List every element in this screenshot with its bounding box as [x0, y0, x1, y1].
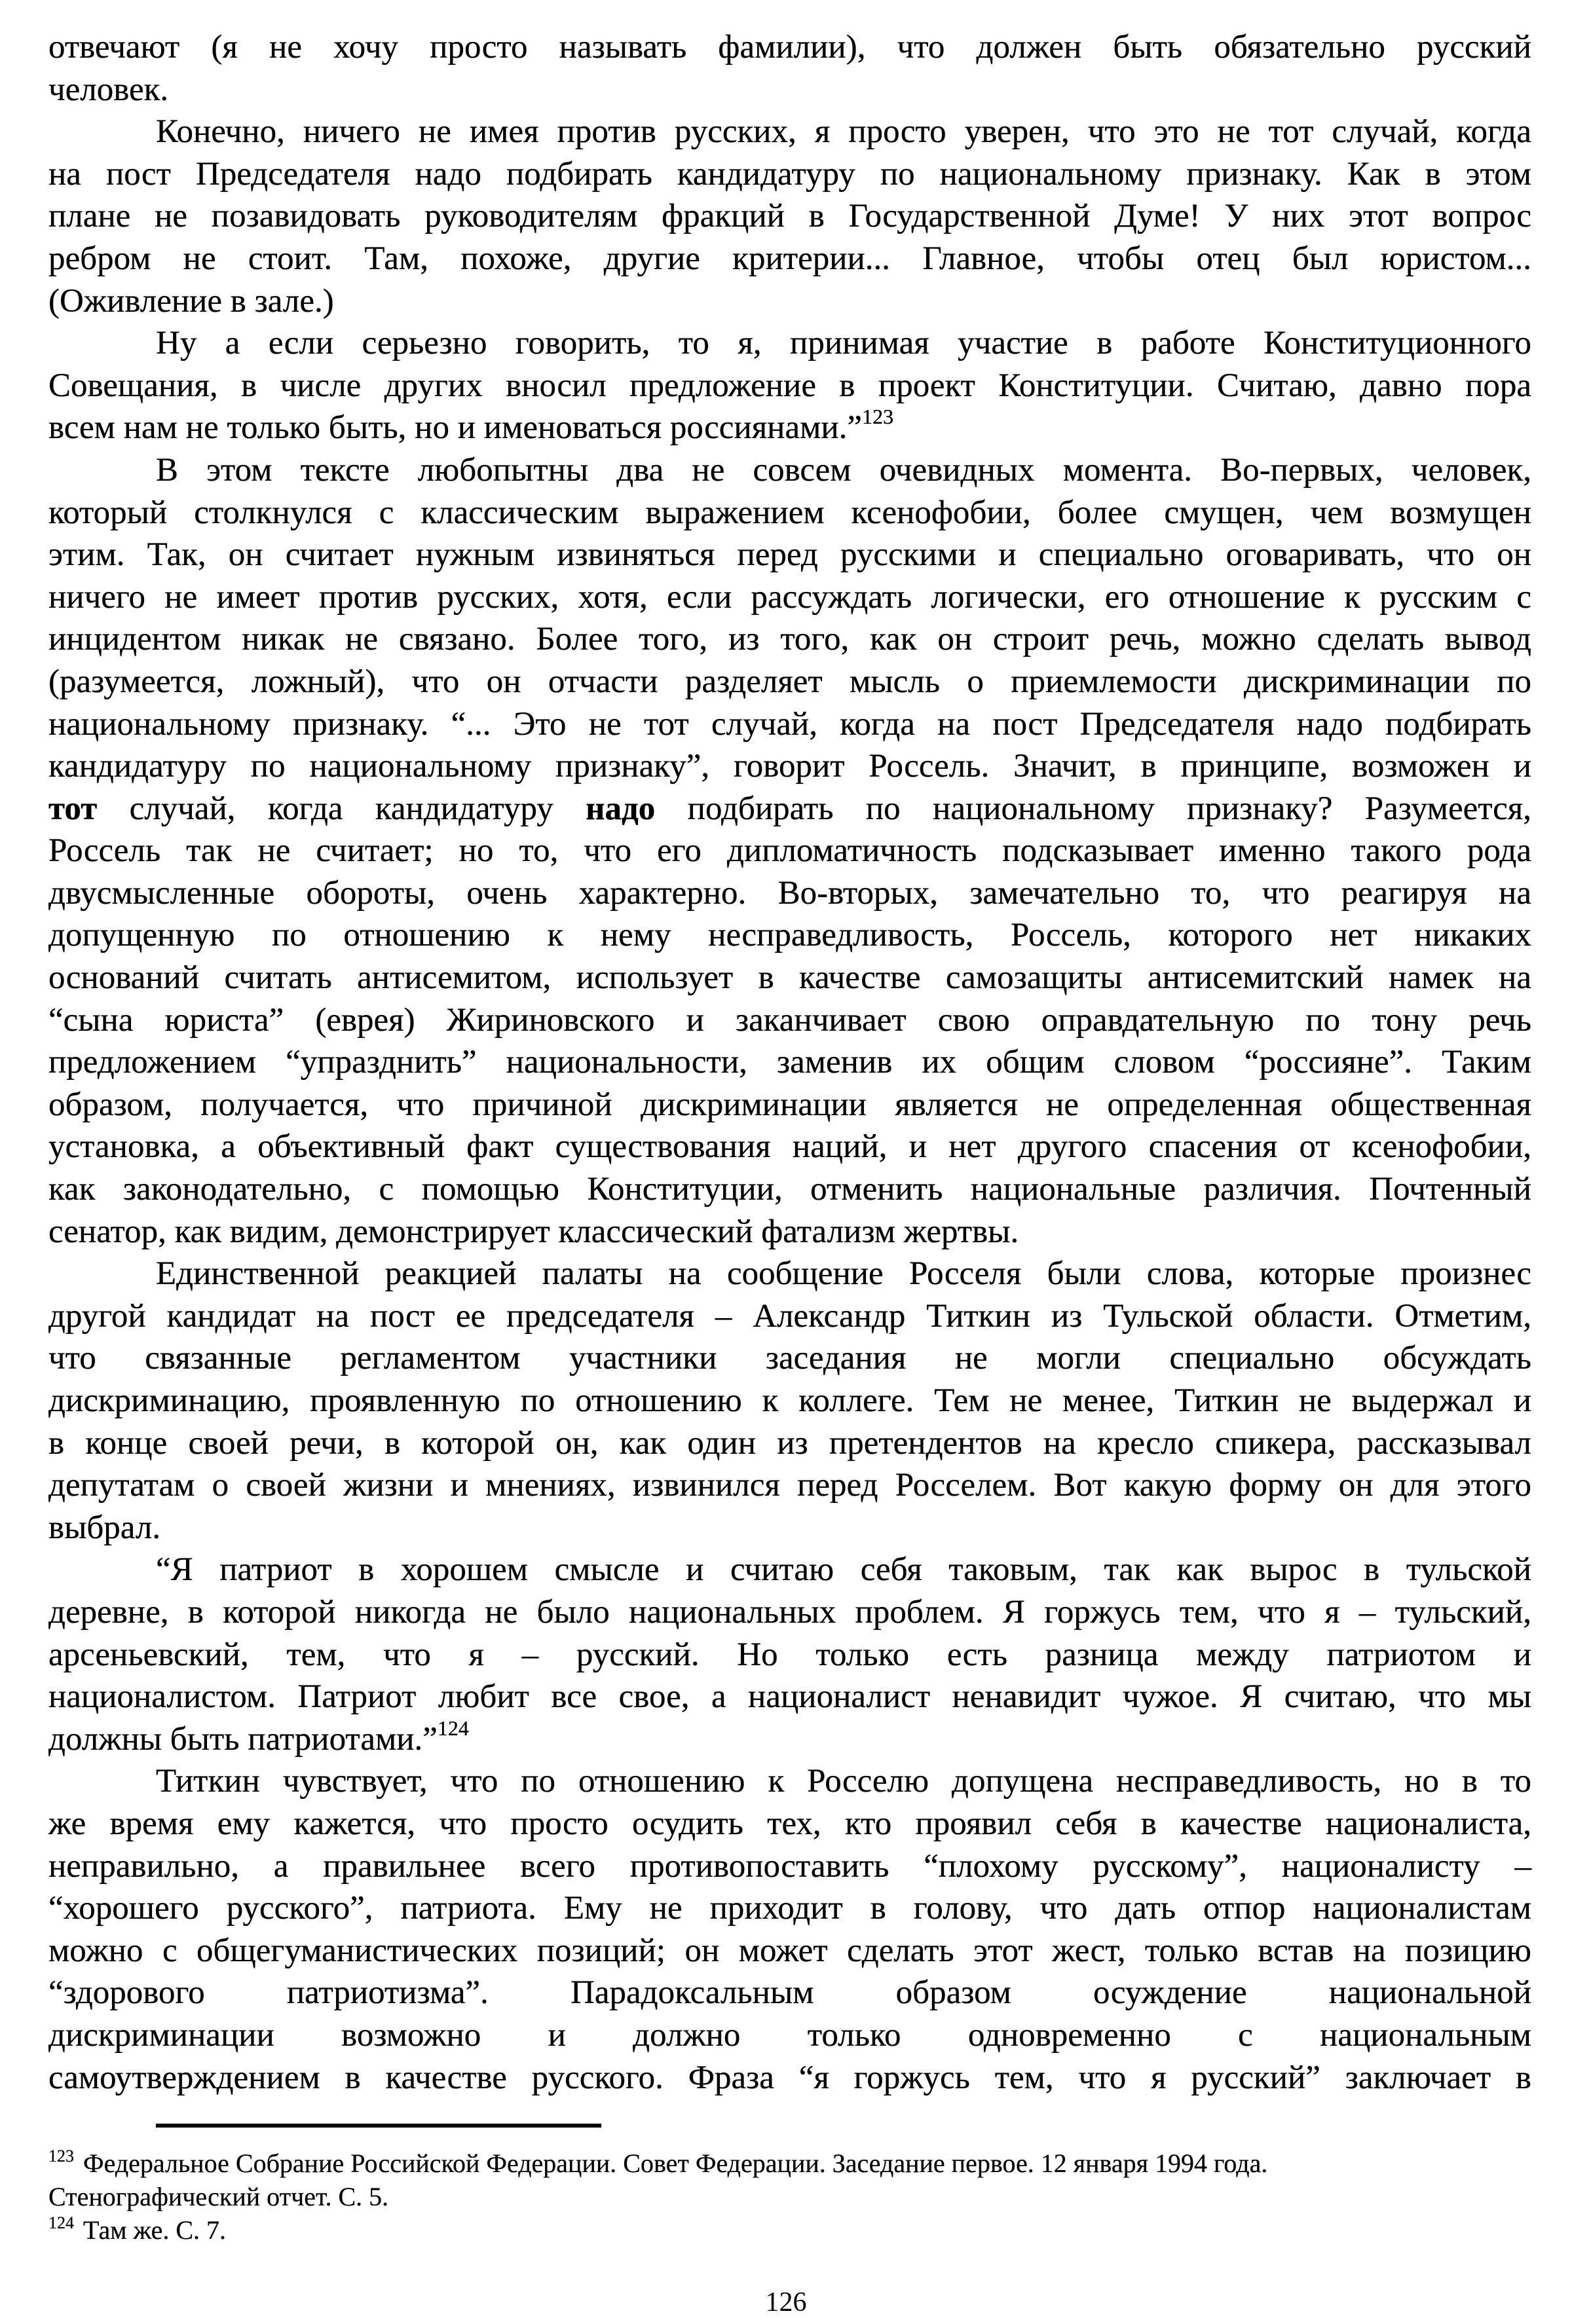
footnote-text: Стенографический отчет. С. 5.: [48, 2182, 389, 2211]
text-line: Совещания, в числе других вносил предложение в проект Конституции. Считаю, давно пора: [48, 367, 1531, 404]
paragraph: [48, 322, 1531, 449]
footnote-text: Там же. С. 7.: [83, 2215, 227, 2245]
footnote-text: Федеральное Собрание Российской Федерации. Совет Федерации. Заседание первое. 12 января 1994 года.: [83, 2149, 1268, 2178]
body-text: [48, 26, 1531, 2099]
bold-emphasis: надо: [586, 790, 656, 827]
text-line: что связанные регламентом участники заседания не могли специально обсуждать: [48, 1340, 1531, 1377]
text-line: всем нам не только быть, но и именоваться россиянами.”$^{123}$: [48, 405, 894, 447]
text-line: (разумеется, ложный), что он отчасти разделяет мысль о приемлемости дискриминации по: [48, 663, 1531, 700]
text-line: арсеньевский, тем, что я – русский. Но только есть разница между патриотом и: [48, 1636, 1531, 1673]
text-line: неправильно, а правильнее всего противопоставить “плохому русскому”, националисту –: [48, 1847, 1531, 1885]
paragraph: [48, 111, 1531, 322]
text-line: деревне, в которой никогда не было национальных проблем. Я горжусь тем, что я – тульский,: [48, 1593, 1531, 1631]
paragraph: [48, 1549, 1531, 1760]
text-segment: подбирать по национальному признаку? Разумеется,: [655, 790, 1531, 827]
footnote-line: [48, 2180, 1531, 2213]
text-line: дискриминации возможно и должно только одновременно с национальным: [48, 2016, 1531, 2054]
text-line: этим. Так, он считает нужным извиняться перед русскими и специально оговаривать, что он: [48, 536, 1531, 574]
footnote-reference[interactable]: 124: [437, 1716, 469, 1740]
text-line: сенатор, как видим, демонстрирует классический фатализм жертвы.: [48, 1213, 1019, 1250]
text-line: допущенную по отношению к нему несправедливость, Россель, которого нет никаких: [48, 917, 1531, 954]
text-line: же время ему кажется, что просто осудить тех, кто проявил себя в качестве националиста,: [48, 1805, 1531, 1842]
text-line: должны быть патриотами.”$^{124}$: [48, 1716, 469, 1758]
text-line: на пост Председателя надо подбирать кандидатуру по национальному признаку. Как в этом: [48, 155, 1531, 193]
text-line: (Оживление в зале.): [48, 282, 334, 320]
bold-emphasis: тот: [48, 790, 98, 827]
text-line: можно с общегуманистических позиций; он может сделать этот жест, только встав на позицию: [48, 1932, 1531, 1969]
text-line: человек.: [48, 71, 169, 108]
text-line: плане не позавидовать руководителям фракций в Государственной Думе! У них этот вопрос: [48, 198, 1531, 235]
text-line: [48, 788, 1531, 830]
footnote-line: [48, 2147, 1531, 2180]
footnote-number: 124: [48, 2213, 74, 2232]
text-line: “сына юриста” (еврея) Жириновского и заканчивает свою оправдательную по тону речь: [48, 1001, 1531, 1039]
text-line: “Я патриот в хорошем смысле и считаю себя таковым, так как вырос в тульской: [156, 1551, 1531, 1589]
text-line: Россель так не считает; но то, что его дипломатичность подсказывает именно такого рода: [48, 832, 1531, 870]
footnotes: [48, 2147, 1531, 2247]
text-line: двусмысленные обороты, очень характерно. Во-вторых, замечательно то, что реагируя на: [48, 874, 1531, 912]
text-line: установка, а объективный факт существования наций, и нет другого спасения от ксенофобии,: [48, 1128, 1531, 1166]
text-line: как законодательно, с помощью Конституции, отменить национальные различия. Почтенный: [48, 1171, 1531, 1208]
footnote-line: [48, 2213, 1531, 2247]
text-line: националистом. Патриот любит все свое, а националист ненавидит чужое. Я считаю, что мы: [48, 1678, 1531, 1716]
text-line: другой кандидат на пост ее председателя – Александр Титкин из Тульской области. Отметим,: [48, 1297, 1531, 1335]
text-line: в конце своей речи, в которой он, как один из претендентов на кресло спикера, рассказывал: [48, 1424, 1531, 1462]
paragraph: [48, 449, 1531, 1253]
text-line: национальному признаку. “... Это не тот случай, когда на пост Председателя надо подбирать: [48, 705, 1531, 743]
text-line: выбрал.: [48, 1509, 161, 1546]
text-line: самоутверждением в качестве русского. Фраза “я горжусь тем, что я русский” заключает в: [48, 2059, 1531, 2096]
paragraph: [48, 1760, 1531, 2099]
footnote-separator: [156, 2124, 601, 2128]
text-line: оснований считать антисемитом, использует в качестве самозащиты антисемитский намек на: [48, 959, 1531, 997]
text-line: предложением “упразднить” национальности, заменив их общим словом “россияне”. Таким: [48, 1044, 1531, 1081]
text-line: Единственной реакцией палаты на сообщение Росселя были слова, которые произнес: [156, 1255, 1531, 1293]
text-line: В этом тексте любопытны два не совсем очевидных момента. Во-первых, человек,: [156, 451, 1531, 489]
paragraph: [48, 26, 1531, 111]
text-line: инцидентом никак не связано. Более того, из того, как он строит речь, можно сделать вывод: [48, 621, 1531, 658]
page-number: 126: [765, 2287, 807, 2317]
paragraph: [48, 1253, 1531, 1549]
text-line: Титкин чувствует, что по отношению к Росселю допущена несправедливость, но в то: [156, 1763, 1531, 1800]
text-line: который столкнулся с классическим выражением ксенофобии, более смущен, чем возмущен: [48, 494, 1531, 531]
text-line: “здорового патриотизма”. Парадоксальным образом осуждение национальной: [48, 1974, 1531, 2012]
text-line: Конечно, ничего не имея против русских, я просто уверен, что это не тот случай, когда: [156, 113, 1531, 151]
text-line: Ну а если серьезно говорить, то я, принимая участие в работе Конституционного: [156, 325, 1531, 362]
text-line: ребром не стоит. Там, похоже, другие критерии... Главное, чтобы отец был юристом...: [48, 240, 1531, 277]
footnote-number: 123: [48, 2147, 74, 2166]
text-line: дискриминацию, проявленную по отношению к коллеге. Тем не менее, Титкин не выдержал и: [48, 1382, 1531, 1419]
text-segment: случай, когда кандидатуру: [97, 790, 586, 827]
text-line: “хорошего русского”, патриота. Ему не приходит в голову, что дать отпор националистам: [48, 1890, 1531, 1927]
text-line: образом, получается, что причиной дискриминации является не определенная общественная: [48, 1086, 1531, 1123]
text-line: кандидатуру по национальному признаку”, говорит Россель. Значит, в принципе, возможен и: [48, 748, 1531, 785]
footnote-reference[interactable]: 123: [862, 405, 894, 429]
text-line: отвечают (я не хочу просто называть фамилии), что должен быть обязательно русский: [48, 29, 1531, 65]
text-line: депутатам о своей жизни и мнениях, извинился перед Росселем. Вот какую форму он для этого: [48, 1467, 1531, 1504]
text-line: ничего не имеет против русских, хотя, если рассуждать логически, его отношение к русским с: [48, 578, 1531, 616]
